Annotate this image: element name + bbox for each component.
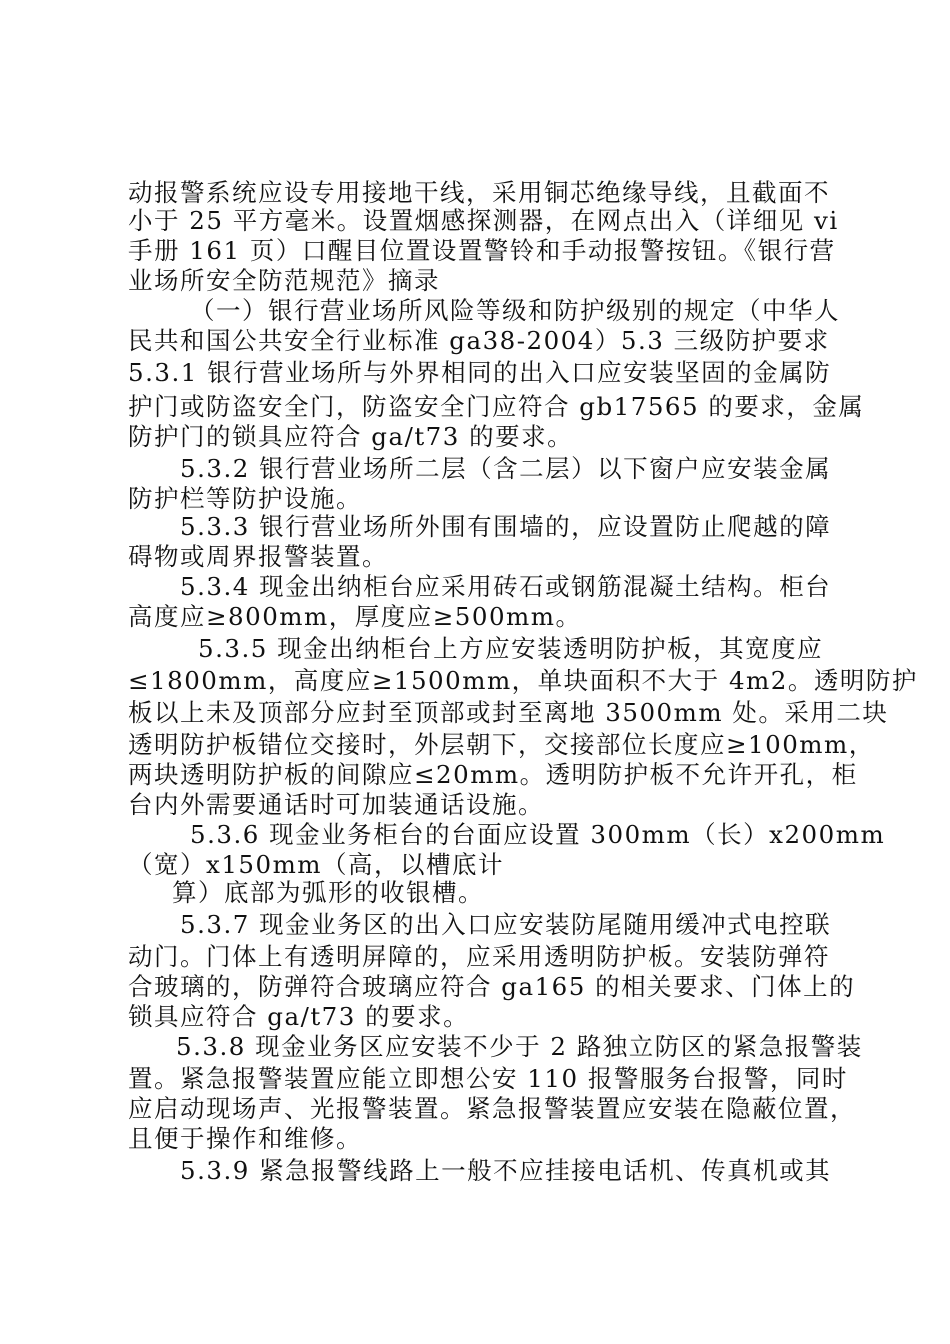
text-line: 民共和国公共安全行业标准 ga38-2004）5.3 三级防护要求 [128,326,830,355]
text-line: 手册 161 页）口醒目位置设置警铃和手动报警按钮。《银行营 [128,236,836,265]
text-line: 高度应≥800mm，厚度应≥500mm。 [128,602,582,631]
text-line: 透明防护板错位交接时，外层朝下，交接部位长度应≥100mm， [128,730,875,759]
text-line: 业场所安全防范规范》摘录 [128,266,440,295]
text-line: 5.3.1 银行营业场所与外界相同的出入口应安装坚固的金属防 [128,358,832,387]
text-line: 5.3.3 银行营业场所外围有围墙的，应设置防止爬越的障 [180,512,832,541]
text-line: 动门。门体上有透明屏障的，应采用透明防护板。安装防弹符 [128,942,830,971]
text-line: 防护门的锁具应符合 ga/t73 的要求。 [128,422,574,451]
text-line: 算）底部为弧形的收银槽。 [172,878,484,907]
text-line: （一）银行营业场所风险等级和防护级别的规定（中华人 [190,296,840,325]
text-line: 5.3.5 现金出纳柜台上方应安装透明防护板，其宽度应 [198,634,824,663]
text-line: 应启动现场声、光报警装置。紧急报警装置应安装在隐蔽位置， [128,1094,856,1123]
text-line: 5.3.4 现金出纳柜台应采用砖石或钢筋混凝土结构。柜台 [180,572,832,601]
text-line: ≤1800mm，高度应≥1500mm，单块面积不大于 4m2。透明防护 [128,666,918,695]
text-line: 台内外需要通话时可加装通话设施。 [128,790,544,819]
text-line: 5.3.8 现金业务区应安装不少于 2 路独立防区的紧急报警装 [176,1032,863,1061]
text-line: 置。紧急报警装置应能立即想公安 110 报警服务台报警，同时 [128,1064,848,1093]
text-line: 5.3.2 银行营业场所二层（含二层）以下窗户应安装金属 [180,454,832,483]
text-line: 5.3.7 现金业务区的出入口应安装防尾随用缓冲式电控联 [180,910,832,939]
text-line: 合玻璃的，防弹符合玻璃应符合 ga165 的相关要求、门体上的 [128,972,856,1001]
text-line: 碍物或周界报警装置。 [128,542,388,571]
text-line: 动报警系统应设专用接地干线，采用铜芯绝缘导线，且截面不 [128,178,830,207]
text-line: 5.3.6 现金业务柜台的台面应设置 300mm（长）x200mm [190,820,886,849]
text-line: （宽）x150mm（高，以槽底计 [128,850,505,879]
text-line: 5.3.9 紧急报警线路上一般不应挂接电话机、传真机或其 [180,1156,832,1185]
text-line: 小于 25 平方毫米。设置烟感探测器，在网点出入（详细见 vi [128,206,839,235]
text-line: 护门或防盗安全门，防盗安全门应符合 gb17565 的要求，金属 [128,392,865,421]
text-line: 锁具应符合 ga/t73 的要求。 [128,1002,470,1031]
text-line: 两块透明防护板的间隙应≤20mm。透明防护板不允许开孔，柜 [128,760,858,789]
text-line: 且便于操作和维修。 [128,1124,362,1153]
text-line: 防护栏等防护设施。 [128,484,362,513]
text-line: 板以上未及顶部分应封至顶部或封至离地 3500mm 处。采用二块 [128,698,889,727]
